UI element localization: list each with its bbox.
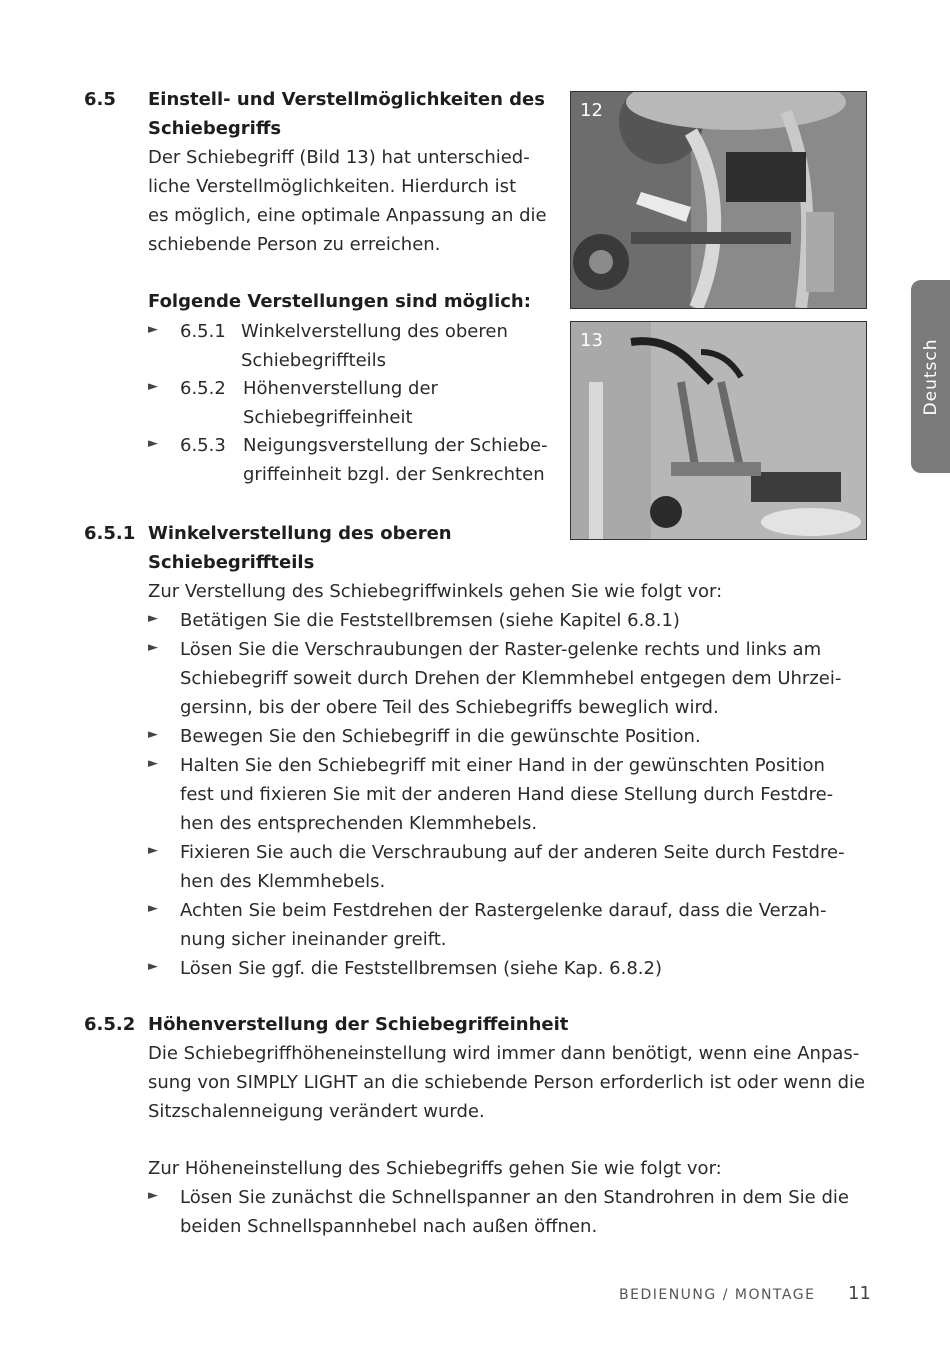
figure-12-photo [570, 91, 867, 309]
intro-line-2: liche Verstellmöglichkeiten. Hierdurch ist [148, 176, 517, 197]
section-title-6-5-2: Höhenverstellung der Schiebegriffeinheit [148, 1014, 569, 1035]
bullet-icon: ► [148, 1188, 158, 1203]
step-line: gersinn, bis der obere Teil des Schiebegriffs beweglich wird. [180, 697, 719, 718]
bullet-icon: ► [148, 756, 158, 771]
item-number: 6.5.3 [180, 435, 226, 456]
item-number: 6.5.2 [180, 378, 226, 399]
bullet-icon: ► [148, 959, 158, 974]
item-text-line1: Winkelverstellung des oberen [241, 321, 508, 342]
intro-line-1: Der Schiebegriff (Bild 13) hat unterschied- [148, 147, 530, 168]
wheelchair-detail-illustration [571, 92, 866, 308]
item-text-line2: Schiebegriffeinheit [243, 407, 413, 428]
section-title-6-5-line1: Einstell- und Verstellmöglichkeiten des [148, 89, 545, 110]
list-heading: Folgende Verstellungen sind möglich: [148, 291, 531, 312]
page-number: 11 [848, 1283, 871, 1304]
step-line: Lösen Sie zunächst die Schnellspanner an den Standrohren in dem Sie die [180, 1187, 849, 1208]
bullet-icon: ► [148, 322, 158, 337]
item-text-line2: griffeinheit bzgl. der Senkrechten [243, 464, 545, 485]
section-title-6-5-line2: Schiebegriffs [148, 118, 282, 139]
bullet-icon: ► [148, 379, 158, 394]
step-line: Halten Sie den Schiebegriff mit einer Hand in der gewünschten Position [180, 755, 825, 776]
intro-line-4: schiebende Person zu erreichen. [148, 234, 441, 255]
step-line: Schiebegriff soweit durch Drehen der Klemmhebel entgegen dem Uhrzei- [180, 668, 842, 689]
step-line: Bewegen Sie den Schiebegriff in die gewünschte Position. [180, 726, 701, 747]
para-line-1: Die Schiebegriffhöheneinstellung wird immer dann benötigt, wenn eine Anpas- [148, 1043, 860, 1064]
bullet-icon: ► [148, 436, 158, 451]
intro-line-3: es möglich, eine optimale Anpassung an die [148, 205, 547, 226]
figure-13-label: 13 [580, 330, 603, 351]
step-line: Lösen Sie die Verschraubungen der Raster-gelenke rechts und links am [180, 639, 822, 660]
bullet-icon: ► [148, 727, 158, 742]
step-line: hen des Klemmhebels. [180, 871, 386, 892]
para-line-2: sung von SIMPLY LIGHT an die schiebende Person erforderlich ist oder wenn die [148, 1072, 866, 1093]
section-number-6-5: 6.5 [84, 89, 116, 110]
section-title-6-5-1-line2: Schiebegriffteils [148, 552, 315, 573]
bullet-icon: ► [148, 843, 158, 858]
figure-13-photo [570, 321, 867, 540]
section-number-6-5-2: 6.5.2 [84, 1014, 136, 1035]
bullet-icon: ► [148, 611, 158, 626]
footer-section-label: BEDIENUNG / MONTAGE [619, 1287, 816, 1303]
section-number-6-5-1: 6.5.1 [84, 523, 136, 544]
step-line: beiden Schnellspannhebel nach außen öffnen. [180, 1216, 598, 1237]
step-line: Betätigen Sie die Feststellbremsen (siehe Kapitel 6.8.1) [180, 610, 680, 631]
item-text-line2: Schiebegriffteils [241, 350, 387, 371]
language-tab[interactable] [911, 280, 950, 473]
step-line: Achten Sie beim Festdrehen der Rastergelenke darauf, dass die Verzah- [180, 900, 827, 921]
item-text-line1: Höhenverstellung der [243, 378, 438, 399]
para-line-3: Sitzschalenneigung verändert wurde. [148, 1101, 485, 1122]
item-text-line1: Neigungsverstellung der Schiebe- [243, 435, 548, 456]
section-6-5-1-intro: Zur Verstellung des Schiebegriffwinkels gehen Sie wie folgt vor: [148, 581, 723, 602]
step-line: Lösen Sie ggf. die Feststellbremsen (siehe Kap. 6.8.2) [180, 958, 662, 979]
step-line: fest und fixieren Sie mit der anderen Hand diese Stellung durch Festdre- [180, 784, 834, 805]
figure-12-label: 12 [580, 100, 603, 121]
section-6-5-2-intro: Zur Höheneinstellung des Schiebegriffs gehen Sie wie folgt vor: [148, 1158, 722, 1179]
step-line: Fixieren Sie auch die Verschraubung auf der anderen Seite durch Festdre- [180, 842, 845, 863]
language-tab-label: Deutsch [920, 338, 941, 415]
step-line: hen des entsprechenden Klemmhebels. [180, 813, 538, 834]
push-handle-illustration [571, 322, 866, 539]
section-title-6-5-1-line1: Winkelverstellung des oberen [148, 523, 452, 544]
step-line: nung sicher ineinander greift. [180, 929, 447, 950]
item-number: 6.5.1 [180, 321, 226, 342]
bullet-icon: ► [148, 640, 158, 655]
bullet-icon: ► [148, 901, 158, 916]
